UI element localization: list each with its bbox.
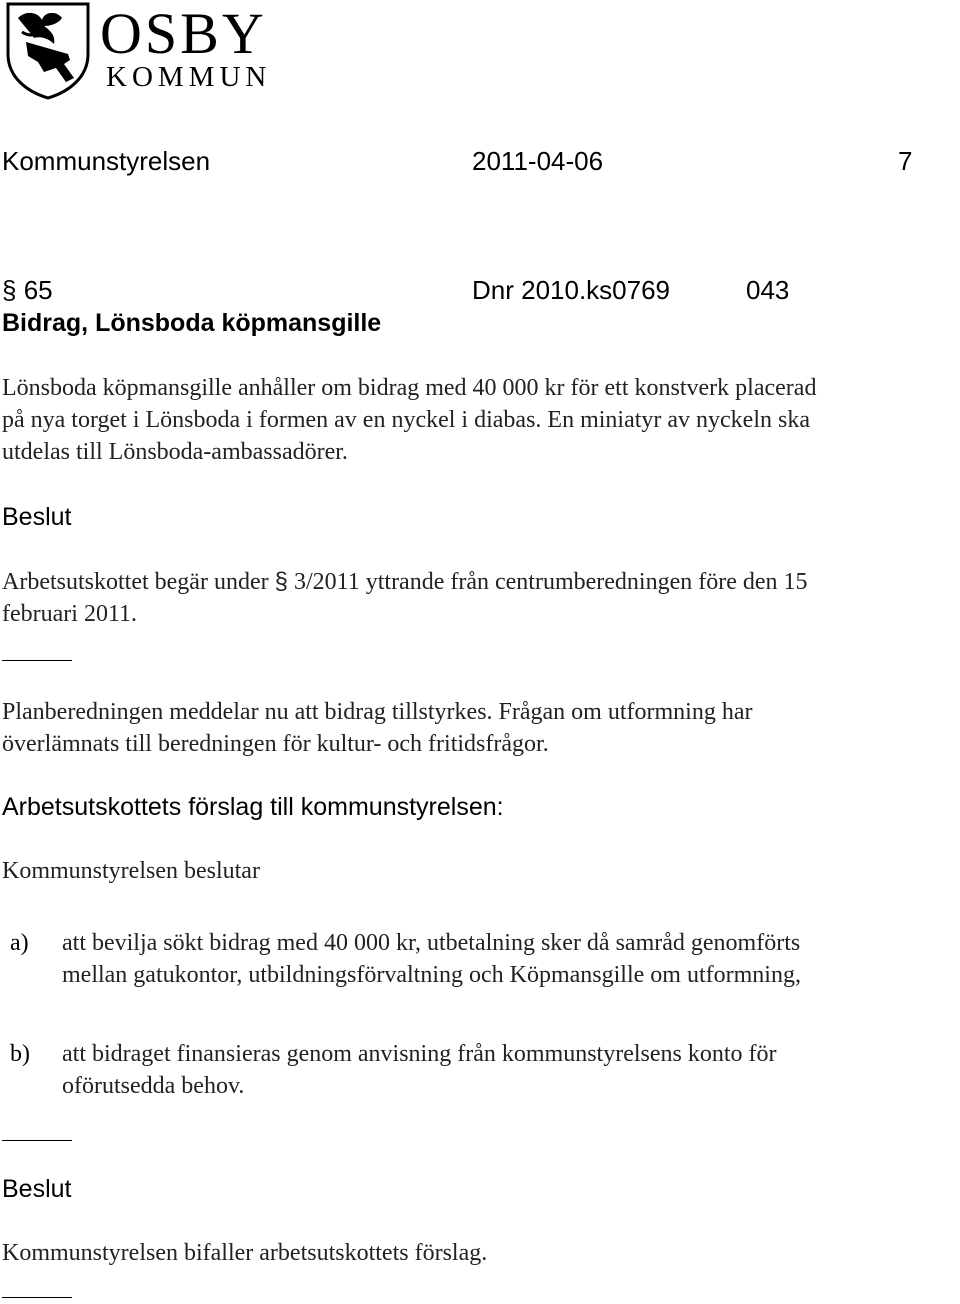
separator-rule [2,660,72,661]
header-date: 2011-04-06 [472,146,604,176]
list-item-line: mellan gatukontor, utbildningsförvaltning och Köpmansgille om utformning, [62,962,801,988]
beslut-line: februari 2011. [2,601,138,627]
intro-paragraph [2,372,816,468]
plan-line: överlämnats till beredningen för kultur- och fritidsfrågor. [2,731,549,757]
section-symbol: § [274,568,288,595]
item-number-line [2,274,53,306]
beslut-text: 3/2011 yttrande från centrumberedningen före den 15 [293,569,808,595]
proposal-heading: Arbetsutskottets förslag till kommunstyrelsen: [2,793,504,821]
list-marker: b) [10,1041,30,1067]
beslut-line [2,566,808,598]
item-code: 043 [746,275,790,305]
beslut-heading: Beslut [2,503,72,531]
separator-rule [2,1140,72,1141]
plan-line: Planberedningen meddelar nu att bidrag tillstyrkes. Frågan om utformning har [2,699,753,725]
list-marker: a) [10,930,29,956]
proposal-lead: Kommunstyrelsen beslutar [2,858,260,884]
header-committee: Kommunstyrelsen [2,146,211,176]
list-item-line: att bidraget finansieras genom anvisning från kommunstyrelsens konto för [62,1041,777,1067]
intro-line: utdelas till Lönsboda-ambassadörer. [2,439,348,465]
header-page-number: 7 [898,146,913,176]
list-item-line: oförutsedda behov. [62,1073,245,1099]
item-title: Bidrag, Lönsboda köpmansgille [2,309,382,337]
beslut-paragraph [2,566,808,630]
intro-line: på nya torget i Lönsboda i formen av en nyckel i diabas. En miniatyr av nyckeln ska [2,407,810,433]
item-number: 65 [23,275,53,305]
section-symbol: § [2,275,17,305]
list-item [62,927,801,991]
intro-line: Lönsboda köpmansgille anhåller om bidrag med 40 000 kr för ett konstverk placerad [2,375,817,401]
coat-of-arms-icon [4,2,92,100]
beslut-text: Kommunstyrelsen bifaller arbetsutskottets förslag. [2,1240,488,1266]
plan-paragraph [2,696,752,760]
separator-rule [2,1297,72,1298]
item-dnr: Dnr 2010.ks0769 [472,275,671,305]
list-item [62,1038,777,1102]
beslut-heading: Beslut [2,1175,72,1203]
list-item-line: att bevilja sökt bidrag med 40 000 kr, utbetalning sker då samråd genomförts [62,930,801,956]
beslut-text: Arbetsutskottet begär under [2,569,269,595]
osby-kommun-logo [4,2,274,102]
logo-wordmark: OSBY [100,1,267,66]
logo-subtitle: KOMMUN [106,61,272,93]
